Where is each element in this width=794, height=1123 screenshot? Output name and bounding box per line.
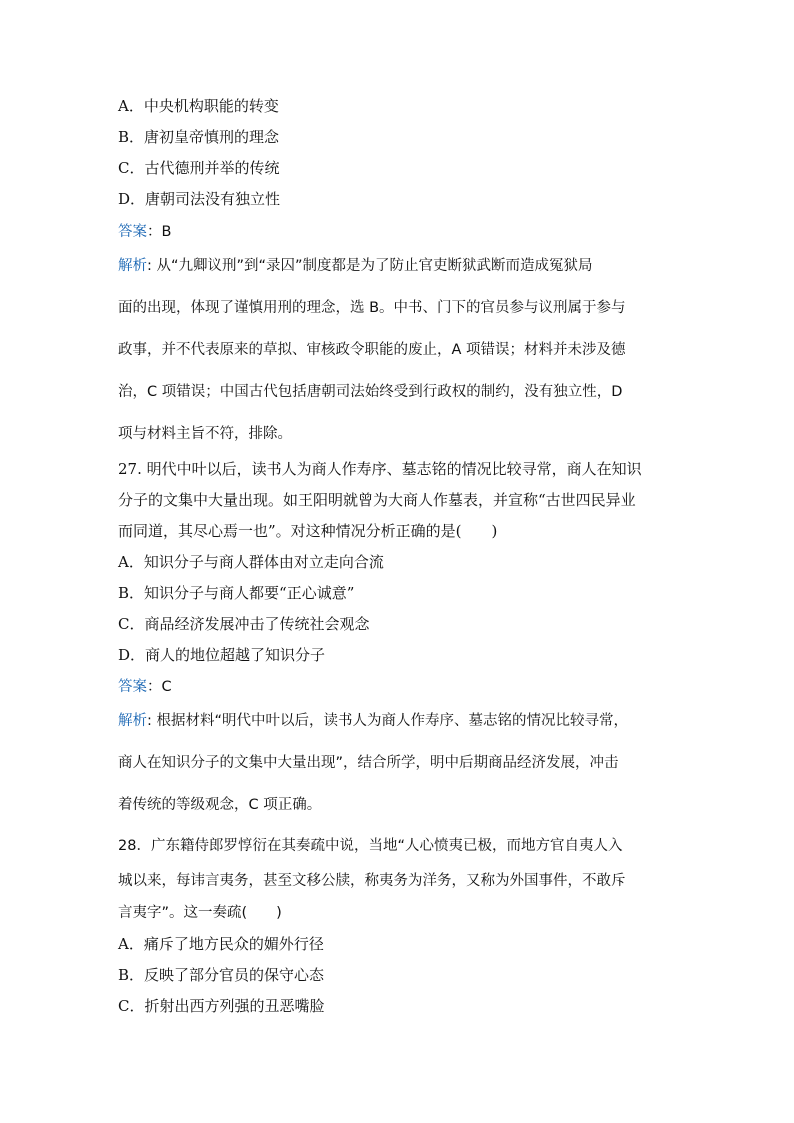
answer-label: 答案 bbox=[118, 679, 147, 695]
q26-option-a: A．中央机构职能的转变 bbox=[118, 97, 279, 115]
q27-option-b: B．知识分子与商人都要“正心诚意” bbox=[118, 584, 355, 602]
answer-value: ：C bbox=[147, 679, 172, 695]
q28-option-b: B．反映了部分官员的保守心态 bbox=[118, 966, 325, 984]
q26-analysis-line-4: 治，C 项错误；中国古代包括唐朝司法始终受到行政权的制约，没有独立性，D bbox=[118, 384, 623, 400]
q27-option-a: A．知识分子与商人群体由对立走向合流 bbox=[118, 553, 384, 571]
answer-value: ：B bbox=[147, 224, 172, 240]
q28-stem-line-3: 言夷字”。这一奏疏( ) bbox=[118, 905, 282, 921]
analysis-text: : 根据材料“明代中叶以后，读书人为商人作寿序、墓志铭的情况比较寻常， bbox=[147, 713, 629, 729]
q27-stem-line-3: 而同道，其尽心焉一也”。对这种情况分析正确的是( ) bbox=[118, 522, 498, 540]
q26-option-d: D．唐朝司法没有独立性 bbox=[118, 190, 281, 208]
q28-stem-line-2: 城以来，每讳言夷务，甚至文移公牍，称夷务为洋务，又称为外国事件，不敢斥 bbox=[118, 873, 626, 889]
analysis-text: : 从“九卿议刑”到“录囚”制度都是为了防止官吏断狱武断而造成冤狱局 bbox=[147, 258, 593, 274]
q26-analysis-line-2: 面的出现，体现了谨慎用刑的理念，选 B。中书、门下的官员参与议刑属于参与 bbox=[118, 300, 626, 316]
q27-analysis-line-1 bbox=[118, 711, 628, 731]
q26-analysis-line-5: 项与材料主旨不符，排除。 bbox=[118, 426, 292, 442]
q27-stem-line-2: 分子的文集中大量出现。如王阳明就曾为大商人作墓表，并宣称“古世四民异业 bbox=[118, 491, 636, 509]
answer-label: 答案 bbox=[118, 224, 147, 240]
q26-option-b: B．唐初皇帝慎刑的理念 bbox=[118, 128, 280, 146]
q26-answer bbox=[118, 222, 171, 242]
q27-analysis-line-2: 商人在知识分子的文集中大量出现”，结合所学，明中后期商品经济发展，冲击 bbox=[118, 755, 619, 771]
q27-option-d: D．商人的地位超越了知识分子 bbox=[118, 646, 326, 664]
q26-analysis-line-3: 政事，并不代表原来的草拟、审核政令职能的废止，A 项错误；材料并未涉及德 bbox=[118, 342, 626, 358]
analysis-label: 解析 bbox=[118, 713, 147, 729]
q28-option-a: A．痛斥了地方民众的媚外行径 bbox=[118, 935, 324, 953]
q26-analysis-line-1 bbox=[118, 256, 593, 276]
q28-option-c: C．折射出西方列强的丑恶嘴脸 bbox=[118, 997, 325, 1015]
q27-answer bbox=[118, 677, 172, 697]
q26-option-c: C．古代德刑并举的传统 bbox=[118, 159, 280, 177]
q27-option-c: C．商品经济发展冲击了传统社会观念 bbox=[118, 615, 370, 633]
analysis-label: 解析 bbox=[118, 258, 147, 274]
q28-stem-line-1: 28．广东籍侍郎罗惇衍在其奏疏中说，当地“人心愤夷已极，而地方官自夷人入 bbox=[118, 838, 623, 854]
q27-stem-line-1: 27. 明代中叶以后，读书人为商人作寿序、墓志铭的情况比较寻常，商人在知识 bbox=[118, 460, 642, 478]
q27-analysis-line-3: 着传统的等级观念，C 项正确。 bbox=[118, 797, 322, 813]
